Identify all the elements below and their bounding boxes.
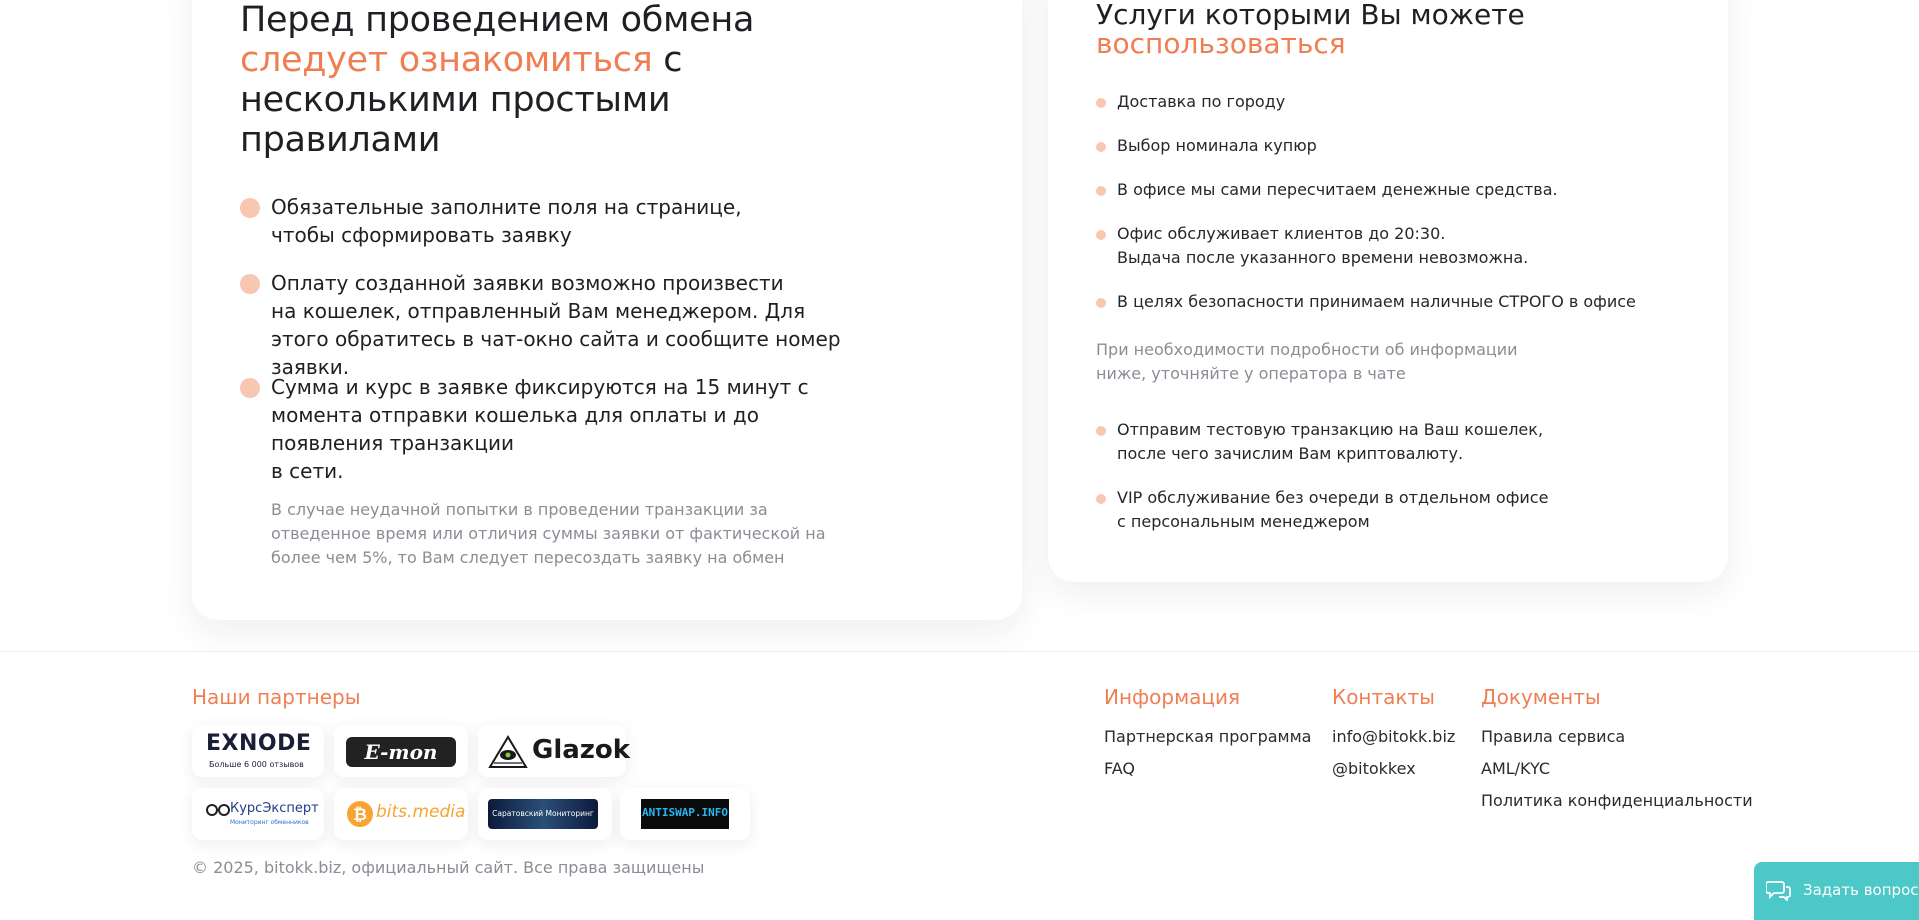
- rules-title-text: Перед проведением обмена: [240, 0, 755, 40]
- copyright-text: © 2025, bitokk.biz, официальный сайт. Все права защищены: [192, 858, 705, 877]
- aml-kyc-link[interactable]: AML/KYC: [1481, 759, 1551, 778]
- services-title-accent: воспользоваться: [1096, 27, 1346, 60]
- rules-note: В случае неудачной попытки в проведении транзакции за отведенное время или отличия суммы заявки от фактической на более чем 5%, то Вам следует пересоздать заявку на обмен: [271, 500, 826, 567]
- info-heading: Информация: [1104, 685, 1241, 709]
- glasses-icon: [206, 803, 230, 817]
- service-rules-link[interactable]: Правила сервиса: [1481, 727, 1626, 746]
- bullet-dot-icon: [1096, 186, 1106, 196]
- bullet-dot-icon: [240, 274, 260, 294]
- bullet-dot-icon: [1096, 426, 1106, 436]
- service-item-text: Отправим тестовую транзакцию на Ваш кошелек, после чего зачислим Вам криптовалюту.: [1117, 420, 1544, 463]
- bullet-dot-icon: [1096, 494, 1106, 504]
- bullet-dot-icon: [240, 198, 260, 218]
- email-link[interactable]: info@bitokk.biz: [1332, 727, 1456, 746]
- rules-title-text-end: с несколькими простыми правилами: [240, 40, 683, 160]
- bullet-dot-icon: [1096, 98, 1106, 108]
- partner-emon[interactable]: [334, 725, 468, 777]
- contacts-heading: Контакты: [1332, 685, 1435, 709]
- documents-heading: Документы: [1481, 685, 1601, 709]
- services-note: При необходимости подробности об информации ниже, уточняйте у оператора в чате: [1096, 340, 1518, 383]
- rule-item-text: Обязательные заполните поля на странице, чтобы сформировать заявку: [271, 195, 742, 247]
- partner-saratov[interactable]: [478, 788, 612, 840]
- rules-title-accent: следует ознакомиться: [240, 40, 653, 80]
- rule-item-text: Оплату созданной заявки возможно произвести на кошелек, отправленный Вам менеджером. Для этого обратитесь в чат-окно сайта и сообщите номер заявки.: [271, 271, 841, 379]
- antiswap-logo-text: ANTISWAP.INFO: [641, 806, 729, 819]
- partner-kursexpert[interactable]: [192, 788, 324, 840]
- service-item-text: В офисе мы сами пересчитаем денежные средства.: [1117, 180, 1558, 199]
- footer-divider: [0, 651, 1919, 652]
- service-item-text: Офис обслуживает клиентов до 20:30. Выдача после указанного времени невозможна.: [1117, 224, 1529, 267]
- glazok-logo-text: Glazok: [532, 735, 631, 765]
- rule-item-text: Сумма и курс в заявке фиксируются на 15 минут с момента отправки кошелька для оплаты и до появления транзакции в сети.: [271, 375, 809, 483]
- eye-pyramid-icon: [488, 735, 528, 769]
- svg-text:₿: ₿: [353, 805, 367, 825]
- bitsmedia-logo-text: bits.media: [376, 802, 466, 822]
- partner-bitsmedia[interactable]: [334, 788, 468, 840]
- service-item-text: Выбор номинала купюр: [1117, 136, 1317, 155]
- kursexpert-logo-text: КурсЭксперт: [230, 801, 319, 816]
- services-title-text: Услуги которыми Вы можете: [1096, 0, 1525, 31]
- partner-exnode[interactable]: [192, 725, 324, 777]
- bullet-dot-icon: [1096, 298, 1106, 308]
- service-item-text: В целях безопасности принимаем наличные СТРОГО в офисе: [1117, 292, 1636, 311]
- bullet-dot-icon: [1096, 142, 1106, 152]
- exnode-logo-subtext: Больше 6 000 отзывов: [209, 760, 304, 769]
- chat-bubbles-icon: [1766, 879, 1792, 901]
- kursexpert-logo-subtext: Мониторинг обменников: [230, 819, 309, 826]
- ask-question-button[interactable]: [1754, 862, 1919, 920]
- partner-program-link[interactable]: Партнерская программа: [1104, 727, 1312, 746]
- service-item-text: Доставка по городу: [1117, 92, 1286, 111]
- exnode-logo-text: EXNODE: [206, 731, 312, 756]
- bitcoin-icon: [346, 800, 374, 828]
- saratov-logo-text: Саратовский Мониторинг: [492, 809, 594, 818]
- emon-logo-text: E-mon: [364, 740, 438, 764]
- faq-link[interactable]: FAQ: [1104, 759, 1135, 778]
- partner-glazok[interactable]: [478, 725, 631, 777]
- bullet-dot-icon: [1096, 230, 1106, 240]
- telegram-link[interactable]: @bitokkex: [1332, 759, 1416, 778]
- ask-question-label: Задать вопрос: [1803, 881, 1919, 899]
- partner-antiswap[interactable]: [620, 788, 750, 840]
- rules-title: [240, 0, 860, 160]
- services-title: [1096, 0, 1525, 58]
- bullet-dot-icon: [240, 378, 260, 398]
- partners-heading: Наши партнеры: [192, 685, 361, 709]
- privacy-policy-link[interactable]: Политика конфиденциальности: [1481, 791, 1753, 810]
- service-item-text: VIP обслуживание без очереди в отдельном офисе с персональным менеджером: [1117, 488, 1549, 531]
